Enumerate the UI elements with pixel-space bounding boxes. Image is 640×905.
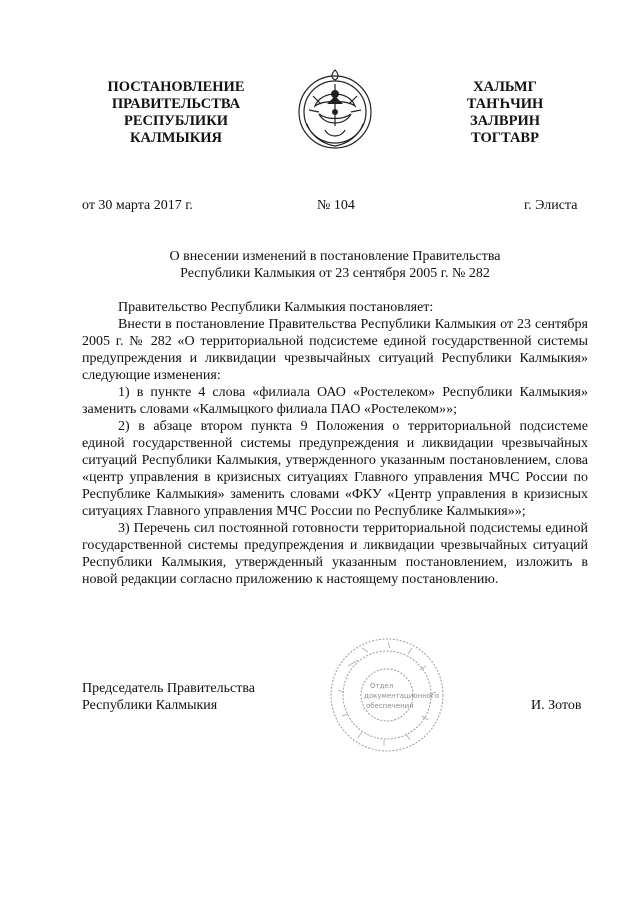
body-paragraph-1: Правительство Республики Калмыкия постановляет: — [118, 300, 434, 315]
official-seal-icon — [328, 636, 446, 754]
document-title — [82, 248, 588, 282]
signatory-position — [82, 680, 255, 714]
document-number: № 104 — [317, 198, 355, 213]
header-right-line-2: ТАҤҺЧИН — [466, 96, 544, 112]
title-line-2: Республики Калмыкия от 23 сентября 2005 г. № 282 — [180, 266, 490, 281]
document-city: г. Элиста — [524, 198, 578, 213]
header-right-line-1: ХАЛЬМГ — [473, 79, 537, 95]
header-right-line-3: ЗАЛВРИН — [469, 113, 540, 129]
header-right-kalmyk — [440, 79, 570, 147]
header-left-line-4: КАЛМЫКИЯ — [130, 130, 222, 146]
document-body — [82, 299, 588, 588]
header-left-line-3: РЕСПУБЛИКИ — [123, 113, 229, 129]
kalmykia-emblem-icon — [295, 66, 375, 152]
body-paragraph-5: 3) Перечень сил постоянной готовности территориальной подсистемы единой государственной системы предупреждения и ликвидации чрезвычайных ситуаций Республики Калмыкия, утвержденный указанным постановлением, изложить в новой редакции согласно приложению к настоящему постановлению. — [82, 521, 588, 587]
signatory-position-line-2: Республики Калмыкия — [82, 698, 218, 713]
header-left-line-1: ПОСТАНОВЛЕНИЕ — [107, 79, 245, 95]
body-paragraph-3: 1) в пункте 4 слова «филиала ОАО «Ростелеком» Республики Калмыкия» заменить словами «Калмыцкого филиала ПАО «Ростелеком»»; — [82, 385, 588, 417]
stamp-text-line-2: документационного — [364, 692, 440, 700]
header-right-line-4: ТОГТАВР — [471, 130, 539, 146]
signatory-name: И. Зотов — [531, 698, 582, 713]
title-line-1: О внесении изменений в постановление Правительства — [169, 249, 501, 264]
stamp-text-line-3: обеспечения — [366, 702, 414, 710]
body-paragraph-4: 2) в абзаце втором пункта 9 Положения о территориальной подсистеме единой государственной системы предупреждения и ликвидации чрезвычайных ситуаций Республики Калмыкия, утвержденного указанным постановлением, слова «центр управления в кризисных ситуациях Главного управления МЧС России по Республике Калмыкия» заменить словами «ФКУ «Центр управления в кризисных ситуациях Главного управления МЧС России по Республике Калмыкия»»; — [82, 419, 588, 519]
header-left-line-2: ПРАВИТЕЛЬСТВА — [111, 96, 241, 112]
stamp-text-line-1: Отдел — [370, 682, 394, 690]
signatory-position-line-1: Председатель Правительства — [82, 681, 255, 696]
document-date: от 30 марта 2017 г. — [82, 198, 193, 213]
body-paragraph-2: Внести в постановление Правительства Республики Калмыкия от 23 сентября 2005 г. № 282 «О территориальной подсистеме единой государственной системы предупреждения и ликвидации чрезвычайных ситуаций Республики Калмыкия» следующие изменения: — [82, 317, 588, 383]
header-left-russian — [92, 79, 260, 147]
